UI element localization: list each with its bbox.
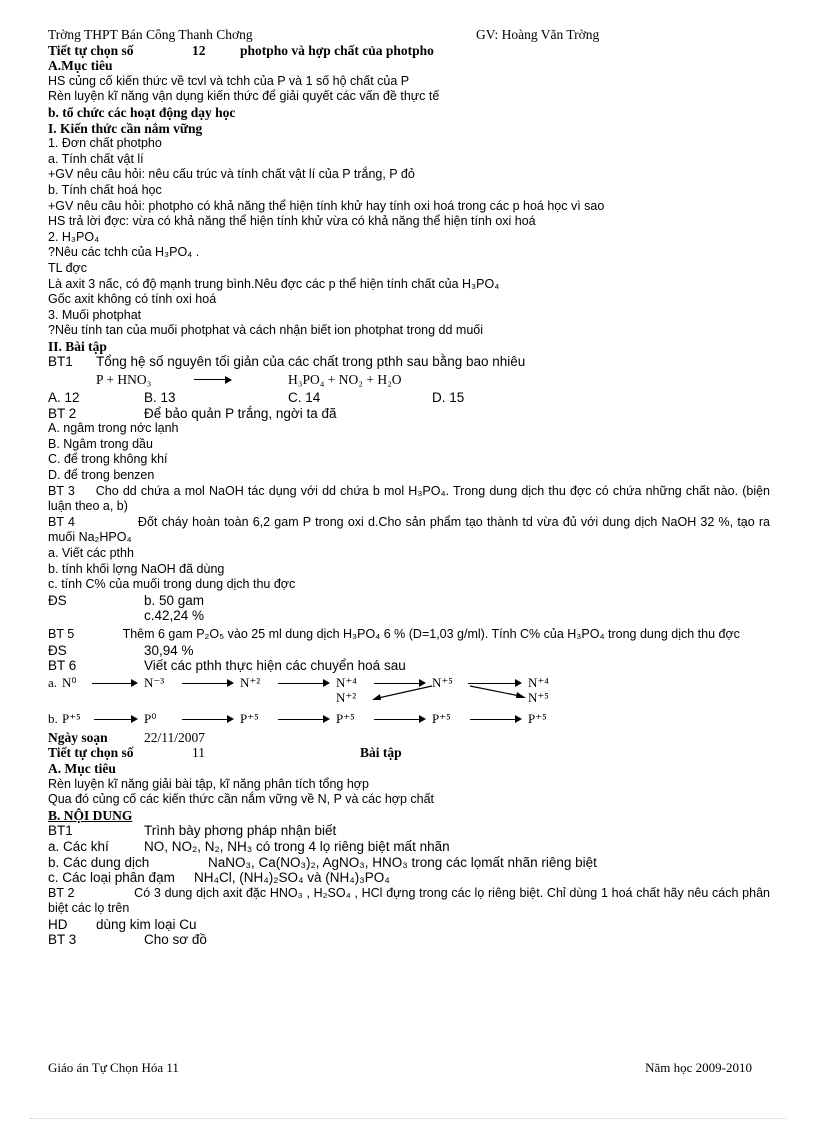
chain-a-n+2-lower: N⁺²: [336, 689, 357, 705]
l11-bt3-text: Cho sơ đồ: [144, 932, 207, 948]
teacher-name: GV: Hoàng Văn Trờng: [476, 27, 600, 42]
footer-right: Năm học 2009-2010: [645, 1060, 752, 1075]
chain-a-n+4: N⁺⁴: [336, 674, 357, 690]
bt5-answer-line: [48, 643, 770, 659]
h3po4-question: ?Nêu các tchh của H₃PO₄ .: [48, 245, 200, 260]
bt6-line: [48, 658, 770, 674]
lesson12-title: photpho và hợp chất của photpho: [240, 42, 434, 58]
salt-question: ?Nêu tính tan của muối photphat và cách nhận biết ion photphat trong dd muối: [48, 323, 484, 338]
lesson12-number: 12: [192, 42, 206, 58]
theory-line: +GV nêu câu hỏi: photpho có khả năng thể hiện tính khử hay tính oxi hoá trong các p hoá học vì sao: [48, 198, 605, 213]
l11-bt1-line: [48, 823, 770, 839]
bt1-lhs: P + HNO₃: [96, 372, 152, 388]
lesson11-date-line: [48, 730, 770, 746]
chain-b-p+5: P⁺⁵: [62, 710, 81, 726]
bt1-label: BT1: [48, 354, 73, 370]
l11-bt1-item: [48, 855, 770, 871]
l11-bt3-label: BT 3: [48, 932, 77, 948]
lesson11-label: Tiết tự chọn số: [48, 745, 134, 761]
ds-label: ĐS: [48, 592, 67, 608]
bt4-answer-line: [48, 608, 770, 624]
bt6-label: BT 6: [48, 658, 77, 674]
item-text: NaNO₃, Ca(NO₃)₂, AgNO₃, HNO₃ trong các lọmất nhãn riêng biệt: [208, 854, 597, 870]
bt4-text: Đốt cháy hoàn toàn 6,2 gam P trong oxi d.Cho sản phẩm tạo thành td vừa đủ với dung dịch NaOH 32 %, tạo ra muối Na₂HPO₄: [48, 514, 771, 545]
item-text: NO, NO₂, N₂, NH₃ có trong 4 lọ riêng biệt mất nhãn: [144, 838, 450, 854]
chain-b-p+5: P⁺⁵: [336, 710, 355, 726]
bt2-option: A. ngâm trong nớc lạnh: [48, 421, 179, 436]
bt5-block: [48, 627, 770, 643]
reaction-arrow: [182, 719, 232, 720]
activities-heading: b. tổ chức các hoạt động dạy học: [48, 104, 236, 120]
bt2-option: D. để trong benzen: [48, 468, 155, 483]
h3po4-heading: 2. H₃PO₄: [48, 229, 100, 244]
lesson11-title-line: [48, 745, 770, 761]
bt5-answer: 30,94 %: [144, 642, 194, 658]
exercises-heading: II. Bài tập: [48, 338, 107, 354]
objective-line: Qua đó củng cố các kiến thức cần nắm vững về N, P và các hợp chất: [48, 792, 435, 807]
bt2-option: C. để trong không khí: [48, 452, 168, 467]
chain-b-p+5: P⁺⁵: [240, 710, 259, 726]
item-text: NH₄Cl, (NH₄)₂SO₄ và (NH₄)₃PO₄: [194, 870, 390, 886]
chain-b-p+5: P⁺⁵: [528, 710, 547, 726]
school-name: Trờng THPT Bán Công Thanh Chơng: [48, 27, 253, 42]
bt4-answer: c.42,24 %: [144, 608, 205, 624]
branch-arrow-icon: [468, 684, 528, 700]
item-label: a. Các khí: [48, 838, 109, 854]
back-arrow-icon: [370, 684, 434, 702]
bt2-line: [48, 406, 770, 422]
chain-b-label: b.: [48, 710, 58, 726]
l11-bt2-label: BT 2: [48, 885, 75, 900]
bt2-label: BT 2: [48, 405, 77, 421]
chain-a-n-3: N⁻³: [144, 674, 165, 690]
chain-a-n+5-end: N⁺⁵: [528, 689, 549, 705]
chain-b-p+5: P⁺⁵: [432, 710, 451, 726]
document-page: [48, 27, 770, 948]
bt5-label: BT 5: [48, 626, 75, 641]
bt1-option: D. 15: [432, 390, 465, 406]
theory-line: b. Tính chất hoá học: [48, 182, 162, 197]
l11-bt1-text: Trình bày phơng pháp nhận biết: [144, 823, 337, 839]
chain-a: [48, 674, 770, 708]
l11-bt1-item: [48, 870, 770, 886]
knowledge-heading: I. Kiến thức cần nắm vững: [48, 120, 203, 136]
l11-bt2-text: Có 3 dung dịch axit đặc HNO₃ , H₂SO₄ , HCl đựng trong các lọ riêng biệt. Chỉ dùng 1 hoá chất hãy nêu cách phân biệt các lọ trên: [48, 885, 770, 916]
bt4-label: BT 4: [48, 514, 75, 529]
bt2-text: Để bảo quản P trắng, ngời ta đã: [144, 405, 337, 421]
bt5-text: Thêm 6 gam P₂O₅ vào 25 ml dung dịch H₃PO₄ 6 % (D=1,03 g/ml). Tính C% của H₃PO₄ trong dung dịch thu đợc: [122, 626, 740, 641]
date-label: Ngày soạn: [48, 729, 108, 745]
header-line: [48, 27, 770, 43]
objective-line: HS củng cố kiến thức về tcvl và tchh của P và 1 số hộ chất của P: [48, 73, 410, 88]
bt1-options: [48, 390, 770, 406]
chain-a-n+4-end: N⁺⁴: [528, 674, 549, 690]
h3po4-answer: Là axit 3 nấc, có độ mạnh trung bình.Nêu đợc các p thể hiện tính chất của H₃PO₄: [48, 276, 500, 291]
theory-line: +GV nêu câu hỏi: nêu cấu trúc và tính chất vật lí của P trắng, P đỏ: [48, 167, 415, 182]
footer-left: Giáo án Tự Chọn Hóa 11: [48, 1060, 179, 1075]
hd-text: dùng kim loại Cu: [96, 916, 197, 932]
item-label: b. Các dung dịch: [48, 854, 150, 870]
bt4-part: a. Viết các pthh: [48, 546, 134, 560]
reaction-arrow: [470, 719, 520, 720]
lesson12-objectives-heading: A.Mục tiêu: [48, 58, 113, 74]
theory-line: 1. Đơn chất photpho: [48, 136, 162, 151]
bt1-option: A. 12: [48, 390, 80, 406]
objective-line: Rèn luyện kĩ năng vận dụng kiến thức để giải quyết các vấn đề thực tế: [48, 89, 440, 104]
l11-bt3-line: [48, 932, 770, 948]
l11-bt1-item: [48, 839, 770, 855]
l11-bt1-label: BT1: [48, 823, 73, 839]
theory-line: a. Tính chất vật lí: [48, 151, 144, 166]
theory-line: HS trả lời đợc: vừa có khả năng thể hiện tính khử vừa có khả năng thể hiện tính oxi hoá: [48, 214, 536, 229]
h3po4-tl: TL đợc: [48, 260, 87, 275]
hd-label: HD: [48, 916, 68, 932]
reaction-arrow: [182, 683, 232, 684]
lesson12-title-line: [48, 43, 770, 59]
bt1-text: Tổng hệ số nguyên tối giản của các chất trong pthh sau bằng bao nhiêu: [96, 354, 526, 370]
bt4-part: b. tính khối lợng NaOH đã dùng: [48, 561, 225, 576]
chain-a-n+5: N⁺⁵: [432, 674, 453, 690]
hd-line: [48, 917, 770, 933]
reaction-arrow: [194, 379, 230, 380]
chain-b-p0: P⁰: [144, 710, 157, 726]
chain-a-n+2: N⁺²: [240, 674, 261, 690]
content-heading: B. NỘI DUNG: [48, 807, 133, 823]
reaction-arrow: [92, 683, 136, 684]
bt1-option: C. 14: [288, 390, 321, 406]
bt1-rhs: H₃PO₄ + NO₂ + H₂O: [288, 372, 402, 388]
bt1-option: B. 13: [144, 390, 176, 406]
chain-a-label: a.: [48, 674, 58, 690]
date-value: 22/11/2007: [144, 729, 206, 745]
lesson11-title: Bài tập: [360, 745, 402, 761]
bt1-equation: [48, 370, 770, 390]
reaction-arrow: [278, 719, 328, 720]
chain-a-n0: N⁰: [62, 674, 77, 690]
ds-label: ĐS: [48, 642, 67, 658]
bt4-answer-line: [48, 593, 770, 609]
lesson11-objectives-heading: A. Mục tiêu: [48, 760, 116, 776]
reaction-arrow: [94, 719, 136, 720]
bt1-line: [48, 354, 770, 370]
reaction-arrow: [278, 683, 328, 684]
item-label: c. Các loại phân đạm: [48, 870, 175, 886]
l11-bt2-block: [48, 886, 770, 917]
bt4-block: [48, 515, 770, 546]
bt4-part: c. tính C% của muối trong dung dịch thu đợc: [48, 577, 296, 592]
lesson12-label: Tiết tự chọn số: [48, 42, 134, 58]
bt6-text: Viết các pthh thực hiện các chuyển hoá sau: [144, 658, 406, 674]
bt4-answer: b. 50 gam: [144, 592, 205, 608]
lesson11-number: 11: [192, 745, 205, 761]
bt2-option: B. Ngâm trong dầu: [48, 436, 153, 451]
page-edge-divider: [30, 1118, 786, 1119]
reaction-arrow: [374, 719, 424, 720]
chain-b: [48, 708, 770, 730]
bt3-label: BT 3: [48, 483, 75, 498]
bt3-text: Cho dd chứa a mol NaOH tác dụng với dd chứa b mol H₃PO₄. Trong dung dịch thu đợc có chứa những chất nào. (biện luận theo a, b): [48, 483, 771, 514]
salt-heading: 3. Muối photphat: [48, 307, 142, 322]
bt3-block: [48, 484, 770, 515]
h3po4-answer: Gốc axit không có tính oxi hoá: [48, 292, 217, 307]
objective-line: Rèn luyện kĩ năng giải bài tập, kĩ năng phân tích tổng hợp: [48, 776, 369, 791]
